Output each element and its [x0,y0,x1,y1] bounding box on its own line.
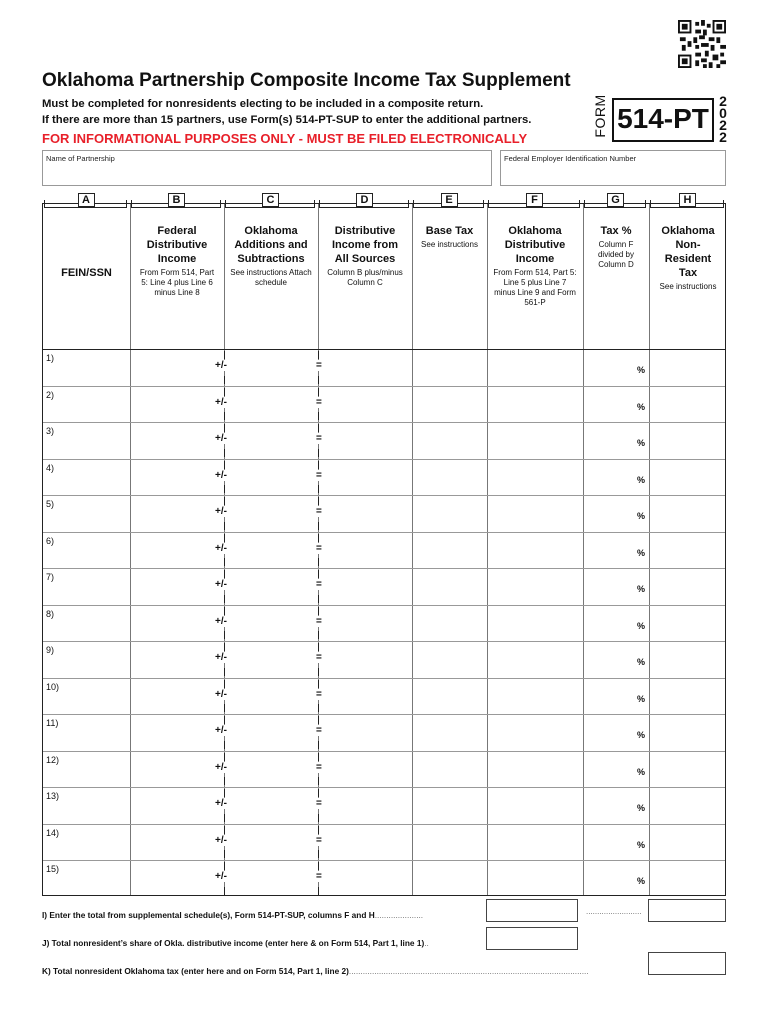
row-number: 2) [46,389,55,400]
row-8-col-h-input[interactable] [650,606,726,641]
divider-tick [224,376,225,384]
row-15-col-h-input[interactable] [650,861,726,896]
divider-tick [224,522,225,530]
equals-marker: = [316,506,322,517]
divider-tick [224,534,225,542]
form-year [716,95,730,143]
row-6-col-a-input[interactable] [44,533,129,568]
row-13-col-e-input[interactable] [413,788,486,823]
divider-tick [318,668,319,676]
row-6-col-d-input[interactable] [319,533,411,568]
column-title: Oklahoma Additions and Subtractions [234,225,308,265]
row-10-col-d-input[interactable] [319,679,411,714]
divider-tick [318,607,319,615]
divider-tick [224,716,225,724]
divider-tick [318,789,319,797]
divider-tick [318,412,319,420]
row-13-col-c-input[interactable] [225,788,317,823]
divider-tick [224,789,225,797]
divider-tick [224,351,225,359]
row-10-col-e-input[interactable] [413,679,486,714]
row-2-col-b-input[interactable] [131,387,223,422]
row-4-col-a-input[interactable] [44,460,129,495]
row-3-col-b-input[interactable] [131,423,223,458]
row-7-col-h-input[interactable] [650,569,726,604]
equals-marker: = [316,360,322,371]
line-i-col-f-input[interactable] [486,899,578,922]
row-1-col-d-input[interactable] [319,350,411,385]
line-i-col-h-input[interactable] [648,899,726,922]
divider-tick [224,607,225,615]
row-14-col-a-input[interactable] [44,825,129,860]
row-5-col-c-input[interactable] [225,496,317,531]
divider-tick [224,558,225,566]
percent-sign: % [637,803,646,813]
divider-tick [224,862,225,870]
row-8-col-e-input[interactable] [413,606,486,641]
divider-tick [224,753,225,761]
column-letter-c: C [262,193,279,207]
divider-tick [318,680,319,688]
divider-tick [224,485,225,493]
row-12-col-a-input[interactable] [44,752,129,787]
column-letter-g: G [607,193,624,207]
plus-minus-marker: +/- [215,506,227,517]
row-3-col-d-input[interactable] [319,423,411,458]
plus-minus-marker: +/- [215,834,227,846]
row-15-col-f-input[interactable] [488,861,582,896]
divider-tick [224,497,225,505]
divider-tick [318,449,319,457]
column-header-c [224,224,318,288]
row-5-col-b-input[interactable] [131,496,223,531]
row-11-col-d-input[interactable] [319,715,411,750]
row-5-col-h-input[interactable] [650,496,726,531]
column-subtitle: From Form 514, Part 5: Line 5 plus Line 7 minus Line 9 and Form 561-P [493,268,577,307]
column-title: Federal Distributive Income [146,225,208,265]
percent-sign: % [637,657,646,667]
row-10-col-f-input[interactable] [488,679,582,714]
divider-tick [318,643,319,651]
row-2-col-c-input[interactable] [225,387,317,422]
column-header-g [583,224,649,270]
row-3-col-f-input[interactable] [488,423,582,458]
row-4-col-d-input[interactable] [319,460,411,495]
row-12-col-e-input[interactable] [413,752,486,787]
row-number: 9) [46,645,55,655]
qr-code [678,20,726,68]
row-6-col-c-input[interactable] [225,533,317,568]
row-1-col-c-input[interactable] [225,350,317,385]
column-title: FEIN/SSN [61,267,112,279]
row-14-col-d-input[interactable] [319,825,411,860]
row-7-col-a-input[interactable] [44,569,129,604]
partnership-name-field[interactable] [42,150,492,186]
column-header-a [43,266,130,282]
column-header-e [412,224,487,250]
column-letter-b: B [168,193,185,207]
row-number: 8) [46,608,55,619]
equals-marker: = [316,761,322,773]
row-2-col-d-input[interactable] [319,387,411,422]
divider-tick [224,814,225,822]
divider-tick [224,643,225,651]
line-k: K) Total nonresident Oklahoma tax (enter here and on Form 514, Part 1, line 2)........................................................................................................ [42,966,589,976]
equals-marker: = [316,469,322,481]
column-header-b [130,224,224,298]
form-number: 514-PT [612,98,714,142]
year-digit: 2 [719,129,727,145]
divider-tick [318,461,319,469]
row-5-col-e-input[interactable] [413,496,486,531]
year-digit: 0 [719,105,727,121]
row-number: 3) [46,426,55,436]
column-letter-d: D [356,193,373,207]
plus-minus-marker: +/- [215,615,227,627]
row-number: 14) [46,827,60,838]
row-13-col-f-input[interactable] [488,788,582,823]
row-13-col-a-input[interactable] [44,788,129,823]
row-number: 15) [46,864,60,874]
row-15-col-a-input[interactable] [44,861,129,896]
plus-minus-marker: +/- [215,542,227,554]
divider-tick [318,595,319,603]
column-letter-h: H [679,193,696,207]
row-4-col-h-input[interactable] [650,460,726,495]
column-subtitle: Column B plus/minus Column C [327,268,403,287]
form-word-label: FORM [592,94,608,138]
column-title: Distributive Income from All Sources [331,225,398,265]
column-letter-a: A [78,193,95,207]
line-k-input[interactable] [648,952,726,975]
row-5-col-f-input[interactable] [488,496,582,531]
row-7-col-c-input[interactable] [225,569,317,604]
row-2-col-a-input[interactable] [44,387,129,422]
row-7-col-e-input[interactable] [413,569,486,604]
row-8-col-b-input[interactable] [131,606,223,641]
divider-tick [318,777,319,785]
row-12-col-f-input[interactable] [488,752,582,787]
column-subtitle: See instructions [659,282,717,291]
row-11-col-h-input[interactable] [650,715,726,750]
row-13-col-b-input[interactable] [131,788,223,823]
column-header-d [318,224,412,288]
equals-marker: = [316,725,322,736]
equals-marker: = [316,615,322,627]
row-14-col-e-input[interactable] [413,825,486,860]
row-9-col-h-input[interactable] [650,642,726,677]
plus-minus-marker: +/- [215,396,227,408]
line-i-text: I) Enter the total from supplemental schedule(s), Form 514-PT-SUP, columns F and H [42,910,375,920]
divider-tick [318,497,319,505]
row-1-col-b-input[interactable] [131,350,223,385]
divider-tick [318,826,319,834]
divider-tick [318,704,319,712]
divider-tick [318,351,319,359]
divider-tick [318,558,319,566]
fein-field[interactable] [500,150,726,186]
plus-minus-marker: +/- [215,433,227,444]
divider-tick [224,388,225,396]
line-j-input[interactable] [486,927,578,950]
row-14-col-b-input[interactable] [131,825,223,860]
column-header-h [649,224,727,292]
divider-tick [318,388,319,396]
column-subtitle: From Form 514, Part 5: Line 4 plus Line 6 minus Line 8 [139,268,215,297]
fein-label: Federal Employer Identification Number [504,154,637,163]
percent-sign: % [637,584,646,594]
row-number: 5) [46,499,55,509]
column-subtitle: See instructions Attach schedule [230,268,312,287]
row-11-col-a-input[interactable] [44,715,129,750]
percent-sign: % [637,547,646,558]
row-1-col-a-input[interactable] [44,350,129,385]
divider-tick [224,887,225,895]
row-9-col-d-input[interactable] [319,642,411,677]
row-12-col-d-input[interactable] [319,752,411,787]
column-subtitle: Column F divided by Column D [597,240,635,269]
row-number: 10) [46,681,60,692]
row-8-col-a-input[interactable] [44,606,129,641]
column-letter-f: F [526,193,543,207]
divider-tick [224,595,225,603]
row-10-col-h-input[interactable] [650,679,726,714]
row-number: 4) [46,462,55,473]
divider-tick [318,631,319,639]
percent-sign: % [637,693,646,704]
form-subtitle-1: Must be completed for nonresidents electing to be included in a composite return. [42,98,484,110]
percent-sign: % [637,730,646,740]
row-13-col-h-input[interactable] [650,788,726,823]
equals-marker: = [316,834,322,846]
percent-sign: % [637,438,646,448]
row-4-col-c-input[interactable] [225,460,317,495]
divider-tick [318,814,319,822]
percent-sign: % [637,876,646,886]
equals-marker: = [316,871,322,882]
row-5-col-d-input[interactable] [319,496,411,531]
row-7-col-f-input[interactable] [488,569,582,604]
row-12-col-b-input[interactable] [131,752,223,787]
row-2-col-e-input[interactable] [413,387,486,422]
divider-tick [224,424,225,432]
line-i-dots: ......................... [586,907,642,916]
year-digit: 2 [719,93,727,109]
equals-marker: = [316,433,322,444]
plus-minus-marker: +/- [215,725,227,736]
row-8-col-d-input[interactable] [319,606,411,641]
row-15-col-b-input[interactable] [131,861,223,896]
row-4-col-b-input[interactable] [131,460,223,495]
row-9-col-b-input[interactable] [131,642,223,677]
row-4-col-f-input[interactable] [488,460,582,495]
column-title: Oklahoma Distributive Income [504,225,566,265]
divider-tick [224,777,225,785]
percent-sign: % [637,474,646,485]
plus-minus-marker: +/- [215,360,227,371]
partners-table [42,203,726,896]
row-7-col-b-input[interactable] [131,569,223,604]
divider-tick [318,570,319,578]
plus-minus-marker: +/- [215,579,227,590]
percent-sign: % [637,511,646,521]
plus-minus-marker: +/- [215,871,227,882]
divider-tick [224,570,225,578]
divider-tick [224,631,225,639]
row-8-col-f-input[interactable] [488,606,582,641]
row-6-col-h-input[interactable] [650,533,726,568]
row-number: 11) [46,718,59,728]
divider-tick [318,741,319,749]
row-10-col-a-input[interactable] [44,679,129,714]
row-15-col-d-input[interactable] [319,861,411,896]
informational-notice: FOR INFORMATIONAL PURPOSES ONLY - MUST BE FILED ELECTRONICALLY [42,131,528,146]
divider-tick [224,826,225,834]
row-15-col-c-input[interactable] [225,861,317,896]
divider-tick [224,741,225,749]
row-14-col-c-input[interactable] [225,825,317,860]
row-number: 6) [46,535,55,546]
row-10-col-b-input[interactable] [131,679,223,714]
divider-tick [224,668,225,676]
row-number: 13) [46,791,60,801]
column-title: Tax % [600,225,632,237]
percent-sign: % [637,839,646,850]
column-subtitle: See instructions [421,240,478,249]
row-8-col-c-input[interactable] [225,606,317,641]
row-14-col-h-input[interactable] [650,825,726,860]
plus-minus-marker: +/- [215,761,227,773]
equals-marker: = [316,688,322,700]
divider-tick [318,716,319,724]
plus-minus-marker: +/- [215,798,227,809]
column-letter-e: E [441,193,458,207]
row-11-col-b-input[interactable] [131,715,223,750]
divider-tick [224,704,225,712]
line-i: I) Enter the total from supplemental schedule(s), Form 514-PT-SUP, columns F and H..................... [42,910,424,920]
equals-marker: = [316,396,322,408]
row-number: 7) [46,572,55,582]
form-title: Oklahoma Partnership Composite Income Tax Supplement [42,70,571,91]
column-header-f [487,224,583,308]
row-number: 12) [46,754,60,765]
column-title: Oklahoma Non-Resident Tax [661,225,715,279]
line-j-text: J) Total nonresident’s share of Okla. distributive income (enter here & on Form 514, Part 1, line 1) [42,938,425,948]
row-2-col-f-input[interactable] [488,387,582,422]
row-12-col-h-input[interactable] [650,752,726,787]
plus-minus-marker: +/- [215,469,227,481]
row-1-col-h-input[interactable] [650,350,726,385]
divider-tick [224,850,225,858]
row-15-col-e-input[interactable] [413,861,486,896]
divider-tick [224,412,225,420]
divider-tick [318,485,319,493]
divider-tick [318,862,319,870]
row-6-col-f-input[interactable] [488,533,582,568]
year-digit: 2 [719,117,727,133]
row-14-col-f-input[interactable] [488,825,582,860]
row-4-col-e-input[interactable] [413,460,486,495]
row-6-col-e-input[interactable] [413,533,486,568]
row-3-col-a-input[interactable] [44,423,129,458]
plus-minus-marker: +/- [215,688,227,700]
divider-tick [318,424,319,432]
row-11-col-f-input[interactable] [488,715,582,750]
row-11-col-e-input[interactable] [413,715,486,750]
form-subtitle-2: If there are more than 15 partners, use Form(s) 514-PT-SUP to enter the additional partners. [42,114,532,126]
divider-tick [318,376,319,384]
divider-tick [224,461,225,469]
row-3-col-h-input[interactable] [650,423,726,458]
divider-tick [318,850,319,858]
row-3-col-e-input[interactable] [413,423,486,458]
row-3-col-c-input[interactable] [225,423,317,458]
row-2-col-h-input[interactable] [650,387,726,422]
row-5-col-a-input[interactable] [44,496,129,531]
plus-minus-marker: +/- [215,652,227,663]
percent-sign: % [637,401,646,412]
divider-tick [224,680,225,688]
row-6-col-b-input[interactable] [131,533,223,568]
row-number: 1) [46,353,55,363]
divider-tick [318,522,319,530]
percent-sign: % [637,365,646,375]
row-1-col-e-input[interactable] [413,350,486,385]
row-9-col-c-input[interactable] [225,642,317,677]
percent-sign: % [637,766,646,777]
row-9-col-f-input[interactable] [488,642,582,677]
row-12-col-c-input[interactable] [225,752,317,787]
row-9-col-e-input[interactable] [413,642,486,677]
equals-marker: = [316,652,322,663]
divider-tick [318,534,319,542]
row-13-col-d-input[interactable] [319,788,411,823]
column-title: Base Tax [425,225,474,237]
line-k-text: K) Total nonresident Oklahoma tax (enter here and on Form 514, Part 1, line 2) [42,966,349,976]
equals-marker: = [316,798,322,809]
line-j: J) Total nonresident’s share of Okla. distributive income (enter here & on Form 514, Part 1, line 1).. [42,938,429,948]
percent-sign: % [637,620,646,631]
equals-marker: = [316,579,322,590]
row-11-col-c-input[interactable] [225,715,317,750]
row-9-col-a-input[interactable] [44,642,129,677]
row-7-col-d-input[interactable] [319,569,411,604]
divider-tick [318,887,319,895]
row-10-col-c-input[interactable] [225,679,317,714]
row-1-col-f-input[interactable] [488,350,582,385]
divider-tick [224,449,225,457]
partnership-name-label: Name of Partnership [46,154,115,163]
divider-tick [318,753,319,761]
equals-marker: = [316,542,322,554]
